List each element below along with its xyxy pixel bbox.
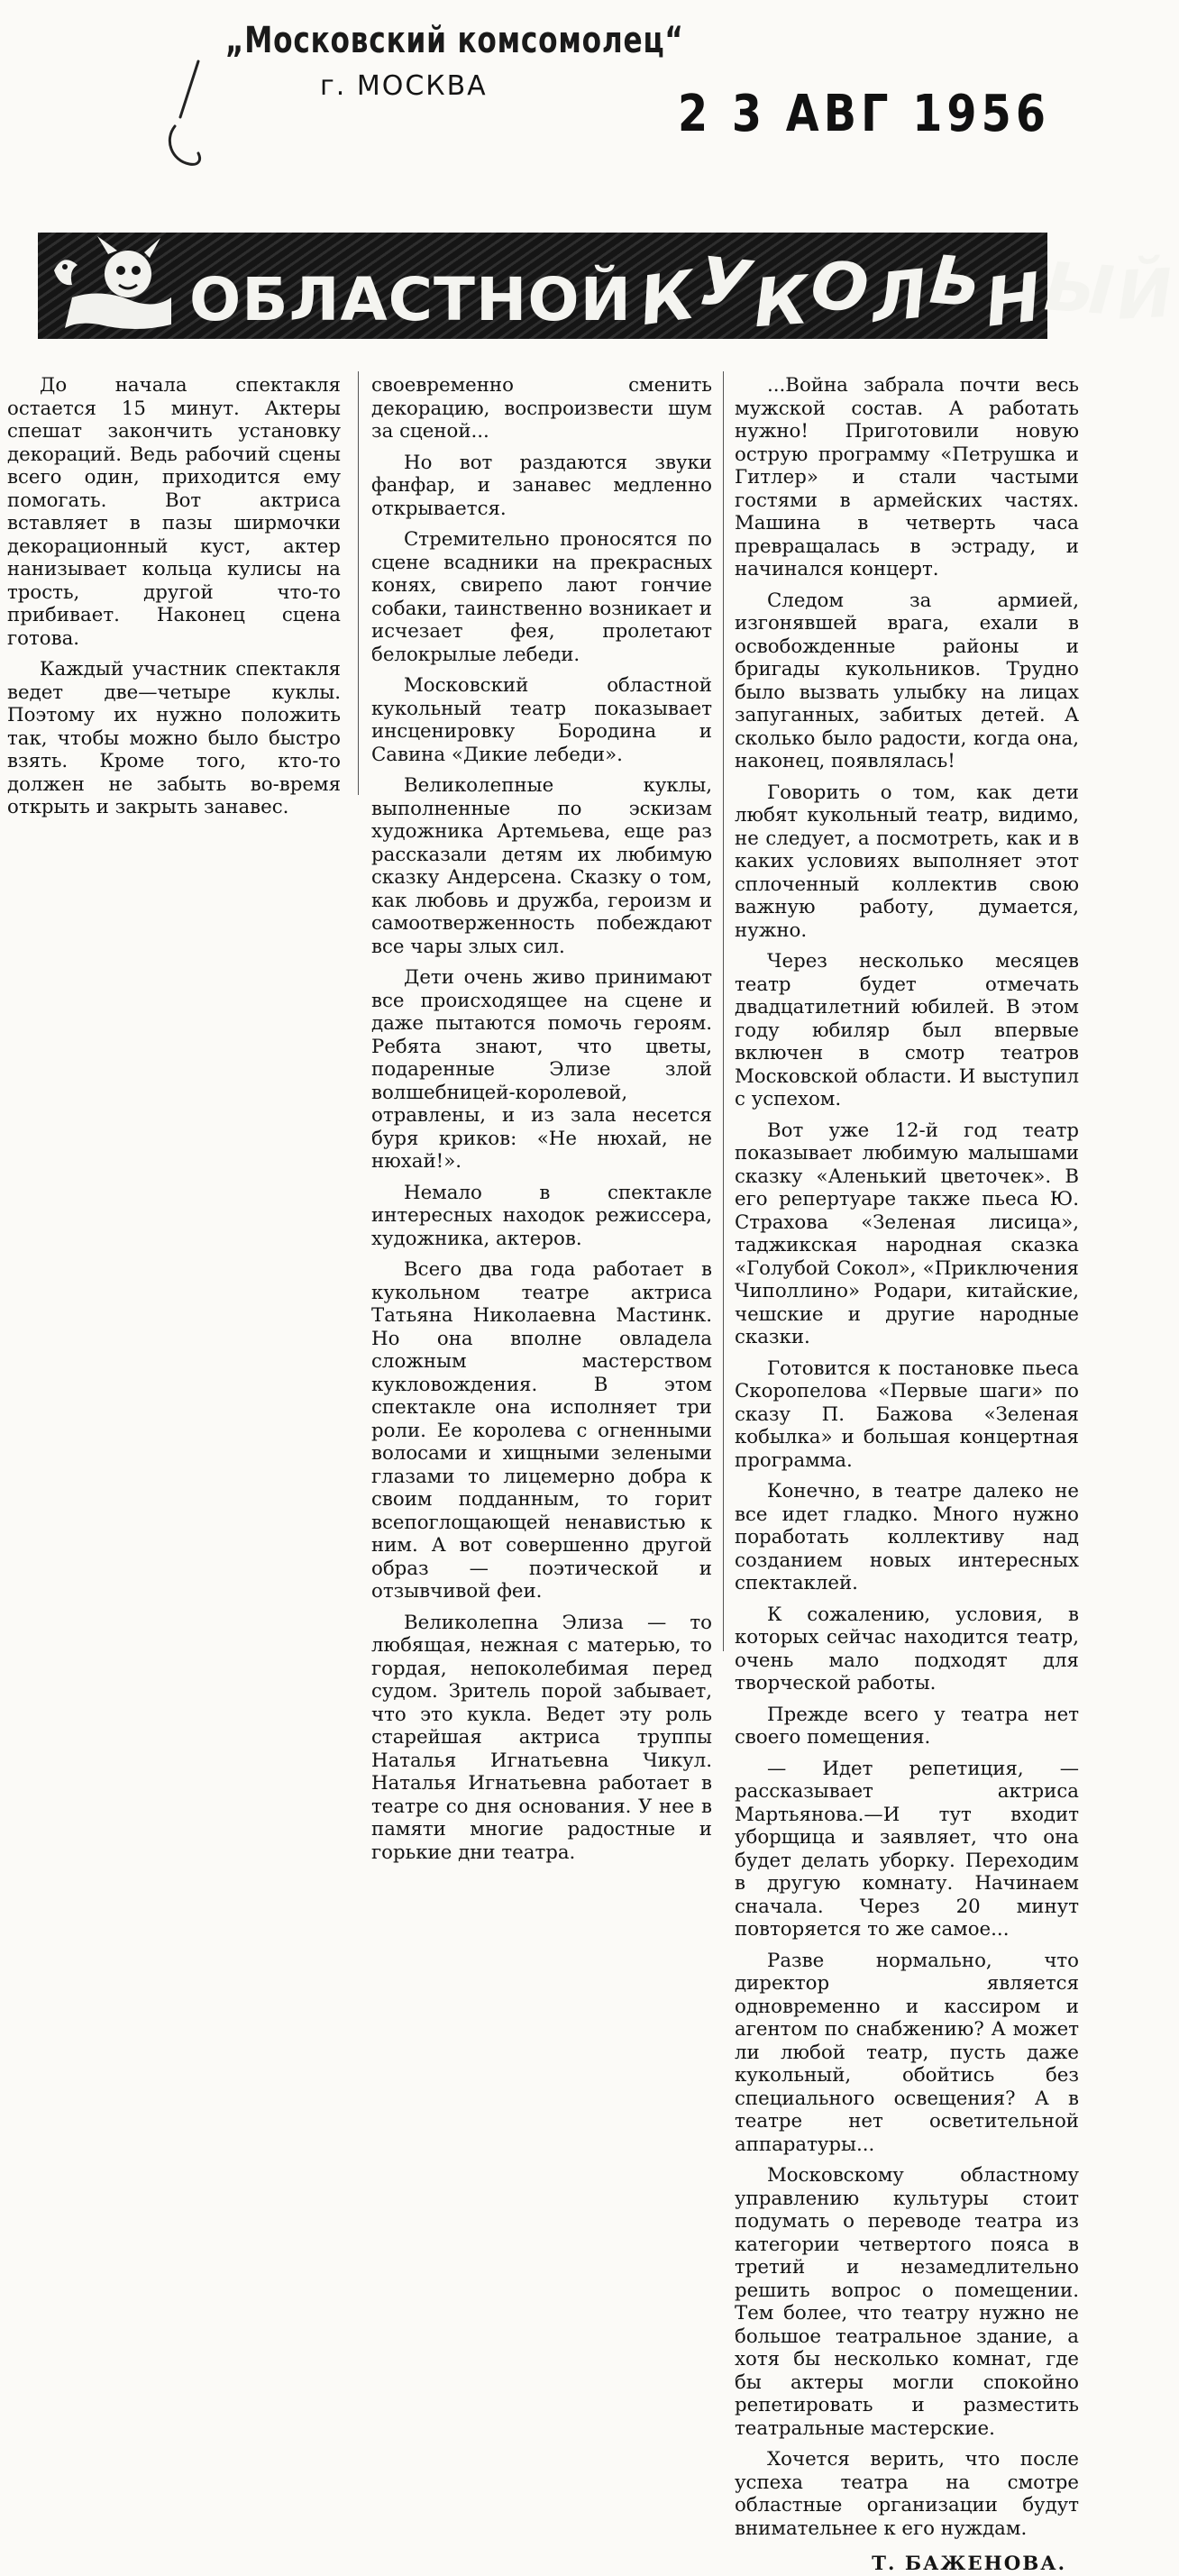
paragraph: К сожалению, условия, в которых сейчас находится театр, очень мало подходят для творческой работы.: [735, 1603, 1079, 1694]
paragraph: Вот уже 12-й год театр показывает любимую малышами сказку «Аленький цветочек». В его репертуаре также пьеса Ю. Страхова «Зеленая лисица», таджикская народная сказка «Голубой Сокол», «Приключения Чиполлино» Родари, китайские, чешские и другие народные сказки.: [735, 1119, 1079, 1348]
author-signature: Т. БАЖЕНОВА.: [872, 2553, 1066, 2575]
paragraph: Через несколько месяцев театр будет отмечать двадцатилетний юбилей. В этом году юбиляр был впервые включен в смотр театров Московской области. И выступил с успехом.: [735, 950, 1079, 1110]
paragraph: своевременно сменить декорацию, воспроизвести шум за сценой...: [371, 374, 712, 443]
paragraph: Московский областной кукольный театр показывает инсценировку Бородина и Савина «Дикие лебеди».: [371, 674, 712, 766]
paragraph: Немало в спектакле интересных находок режиссера, художника, актеров.: [371, 1181, 712, 1250]
paragraph: Дети очень живо принимают все происходящее на сцене и даже пытаются помочь героям. Ребята знают, что цветы, подаренные Элизе злой волшебницей-королевой, отравлены, и из зала несется буря криков: «Не нюхай, не нюхай!».: [371, 966, 712, 1173]
paragraph: Хочется верить, что после успеха театра на смотре областные организации будут внимательнее к его нуждам.: [735, 2448, 1079, 2540]
clipping-header: [0, 0, 1085, 216]
paragraph: Московскому областному управлению культуры стоит подумать о переводе театра из категории четвертого пояса в третий и незамедлительно решить вопрос о помещении. Тем более, что театру нужно не большое театральное здание, а хотя бы несколько комнат, где бы актеры могли спокойно репетировать и разместить театральные мастерские.: [735, 2164, 1079, 2440]
paragraph: Говорить о том, как дети любят кукольный театр, видимо, не следует, а посмотреть, как и в каких условиях выполняет этот сплоченный коллектив свою важную работу, думается, нужно.: [735, 781, 1079, 942]
headline-word-oblastnoy: ОБЛАСТНОЙ: [189, 265, 632, 334]
paragraph: Каждый участник спектакля ведет две—четыре куклы. Поэтому их нужно положить так, чтобы можно было быстро взять. Кроме того, кто-то должен не забыть во-время открыть и закрыть занавес.: [7, 658, 341, 818]
date-stamp: 2 3 АВГ 1956: [678, 85, 1051, 143]
paragraph: Великолепна Элиза — то любящая, нежная с матерью, то гордая, непоколебимая перед судом. Зритель порой забывает, что это кукла. Ведет эту роль старейшая актриса труппы Наталья Игнатьевна Чикул. Наталья Игнатьевна работает в театре со дня основания. У нее в памяти многие радостные и горькие дни театра.: [371, 1611, 712, 1864]
paragraph: Стремительно проносятся по сцене всадники на прекрасных конях, свирепо лают гончие собаки, таинственно возникает и исчезает фея, пролетают белокрылые лебеди.: [371, 528, 712, 666]
puppet-illustration-icon: [45, 234, 180, 337]
headline-banner: [38, 233, 1179, 343]
paragraph: Следом за армией, изгонявшей врага, ехали в освобожденные районы и бригады кукольников. Трудно было вызвать улыбку на лицах запуганных, забитых детей. А сколько было радости, когда она, наконец, появлялась!: [735, 589, 1079, 772]
paragraph: — Идет репетиция, — рассказывает актриса Мартьянова.—И тут входит уборщица и заявляет, что она будет делать уборку. Переходим в другую комнату. Начинаем сначала. Через 20 минут повторяется то же самое...: [735, 1757, 1079, 1941]
paragraph: Но вот раздаются звуки фанфар, и занавес медленно открывается.: [371, 451, 712, 520]
handwritten-mark: [162, 54, 225, 171]
article-column-1: [7, 374, 341, 827]
paragraph: Прежде всего у театра нет своего помещения.: [735, 1703, 1079, 1749]
paragraph: Конечно, в театре далеко не все идет гладко. Много нужно поработать коллективу над созданием новых интересных спектаклей.: [735, 1480, 1079, 1594]
paragraph: Готовится к постановке пьеса Скоропелова «Первые шаги» по сказу П. Бажова «Зеленая кобылка» и большая концертная программа.: [735, 1357, 1079, 1472]
paragraph: Всего два года работает в кукольном театре актриса Татьяна Николаевна Мастинк. Но она вполне овладела сложным мастерством кукловождения. В этом спектакле она исполняет три роли. Ее королева с огненными волосами и хищными зелеными глазами то лицемерно добра к своим подданным, то горит всепоглощающей ненавистью к ним. А вот совершенно другой образ — поэтической и отзывчивой феи.: [371, 1258, 712, 1603]
paragraph: Великолепные куклы, выполненные по эскизам художника Артемьева, еще раз рассказали детям их любимую сказку Андерсена. Сказку о том, как любовь и дружба, героизм и самоотверженность побеждают все чары злых сил.: [371, 774, 712, 958]
headline-word-kukolny: КУКОЛЬНЫЙ: [635, 241, 1179, 343]
paragraph: ...Война забрала почти весь мужской состав. А работать нужно! Приготовили новую острую программу «Петрушка и Гитлер» и стали частыми гостями в армейских частях. Машина в четверть часа превращалась в эстраду, и начинался концерт.: [735, 374, 1079, 580]
article-column-3: [735, 374, 1079, 2576]
article-column-2: [371, 374, 712, 1872]
city-stamp: г. МОСКВА: [320, 70, 488, 102]
paragraph: До начала спектакля остается 15 минут. Актеры спешат закончить установку декораций. Ведь рабочий сцены всего один, приходится ему помогать. Вот актриса вставляет в пазы ширмочки декорационный куст, актер нанизывает кольца кулисы на трость, другой что-то прибивает. Наконец сцена готова.: [7, 374, 341, 650]
column-divider: [358, 371, 359, 795]
newspaper-name: „Московский комсомолец“: [225, 20, 684, 61]
column-divider: [723, 371, 724, 1651]
paragraph: Разве нормально, что директор является одновременно и кассиром и агентом по снабжению? А может ли любой театр, пусть даже кукольный, обойтись без специального освещения? А в театре нет осветительной аппаратуры...: [735, 1949, 1079, 2156]
